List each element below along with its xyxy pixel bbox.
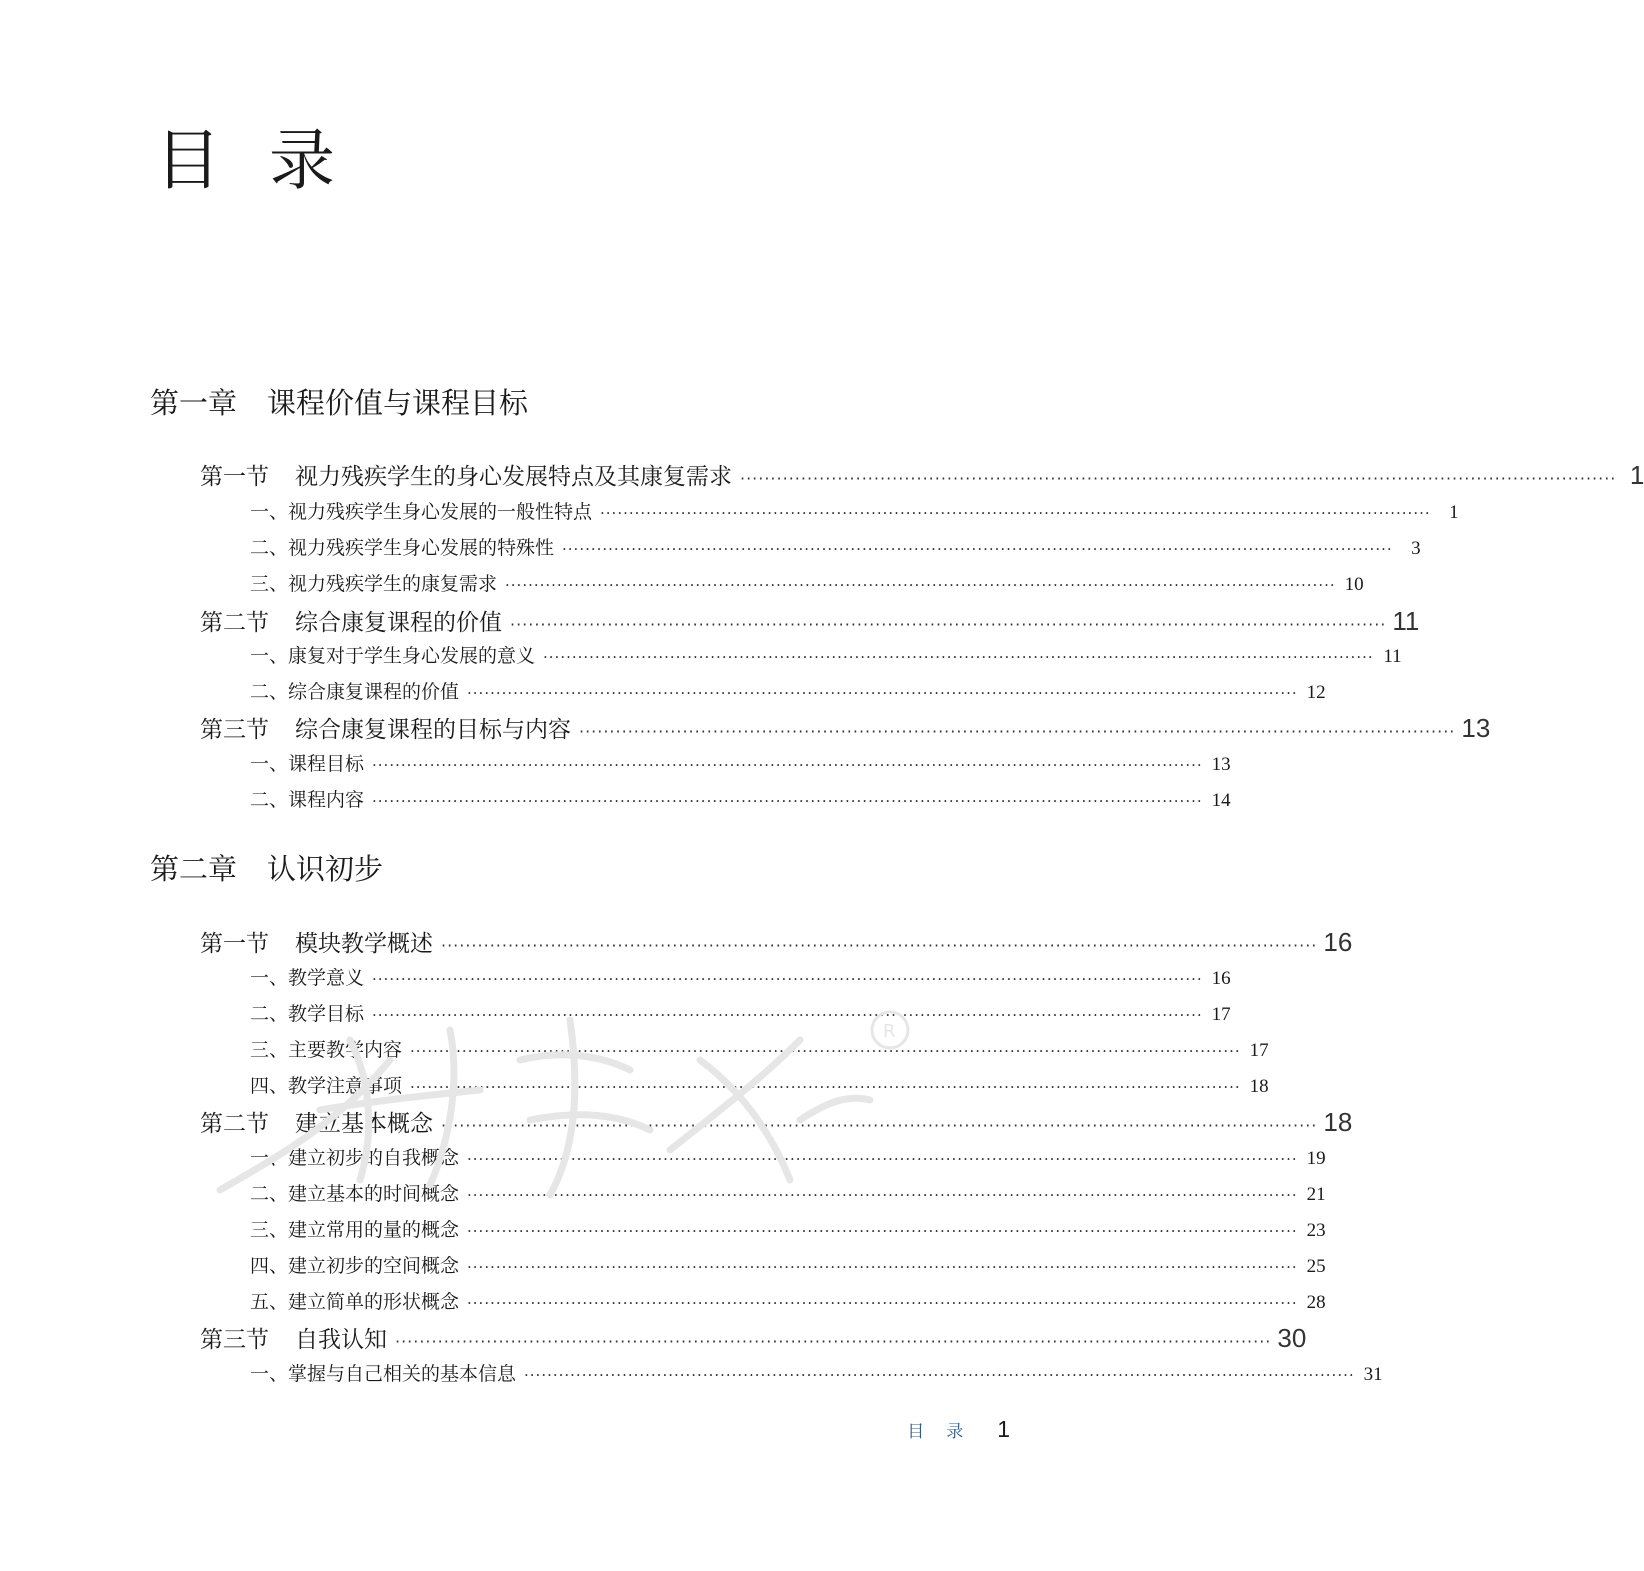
- item-title: 四、建立初步的空间概念: [250, 1255, 460, 1277]
- dot-leader: ················································································································································: [600, 504, 1431, 522]
- item-title: 二、综合康复课程的价值: [250, 681, 460, 703]
- item-title: 二、教学目标: [250, 1003, 365, 1025]
- section-number: 第二节: [200, 1111, 269, 1137]
- toc-item-row[interactable]: [250, 1143, 1326, 1170]
- toc-item-row[interactable]: [250, 1359, 1383, 1386]
- toc-section-row[interactable]: [200, 711, 1491, 744]
- toc-item-row[interactable]: [250, 1179, 1326, 1206]
- item-title: 二、视力残疾学生身心发展的特殊性: [250, 537, 555, 559]
- page-number: 17: [1211, 1004, 1231, 1025]
- dot-leader: ················································································································································: [524, 1366, 1355, 1384]
- toc-item-row[interactable]: [250, 1287, 1326, 1314]
- page-number: 16: [1323, 927, 1353, 957]
- section-title: 模块教学概述: [295, 931, 433, 957]
- page-number: 18: [1323, 1107, 1353, 1137]
- page-number: 14: [1211, 790, 1231, 811]
- page-number: 28: [1306, 1292, 1326, 1313]
- dot-leader: ················································································································································: [467, 1258, 1298, 1276]
- chapter-title: 认识初步: [267, 852, 384, 886]
- footer-label: 目录: [907, 1422, 986, 1442]
- item-title: 一、课程目标: [250, 753, 365, 775]
- section-number: 第三节: [200, 1327, 269, 1353]
- toc-item-row[interactable]: [250, 785, 1231, 812]
- page-number: 13: [1211, 754, 1231, 775]
- toc-item-row[interactable]: [250, 677, 1326, 704]
- page-number: 1: [1449, 502, 1459, 523]
- dot-leader: ················································································································································: [579, 722, 1456, 741]
- dot-leader: ················································································································································: [467, 1294, 1298, 1312]
- page-number: 23: [1306, 1220, 1326, 1241]
- section-number: 第二节: [200, 610, 269, 636]
- page-number: 11: [1392, 606, 1420, 636]
- dot-leader: ················································································································································: [372, 1006, 1203, 1024]
- item-title: 二、课程内容: [250, 789, 365, 811]
- page-footer: [907, 1416, 1010, 1443]
- toc-section-row[interactable]: [200, 604, 1420, 637]
- item-title: 一、视力残疾学生身心发展的一般性特点: [250, 501, 593, 523]
- dot-leader: ················································································································································: [410, 1078, 1241, 1096]
- toc-section-row[interactable]: [200, 1105, 1353, 1138]
- page-number: 3: [1411, 538, 1421, 559]
- dot-leader: ················································································································································: [395, 1332, 1272, 1351]
- dot-leader: ················································································································································: [467, 1150, 1298, 1168]
- dot-leader: ················································································································································: [467, 1186, 1298, 1204]
- toc-item-row[interactable]: [250, 1071, 1269, 1098]
- dot-leader: ················································································································································: [441, 936, 1318, 955]
- toc-item-row[interactable]: [250, 999, 1231, 1026]
- page-number: 12: [1306, 682, 1326, 703]
- page-number: 30: [1277, 1323, 1307, 1353]
- toc-item-row[interactable]: [250, 641, 1402, 668]
- page-number: 10: [1344, 574, 1364, 595]
- chapter-number: 第二章: [150, 852, 238, 886]
- page-number: 1: [1629, 460, 1644, 490]
- section-title: 自我认知: [295, 1327, 387, 1353]
- dot-leader: ················································································································································: [562, 540, 1393, 558]
- page-number: 16: [1211, 968, 1231, 989]
- section-title: 综合康复课程的价值: [295, 610, 502, 636]
- page-number: 11: [1383, 646, 1402, 667]
- item-title: 一、教学意义: [250, 967, 365, 989]
- page-number: 21: [1306, 1184, 1326, 1205]
- section-title: 建立基本概念: [295, 1111, 433, 1137]
- chapter-number: 第一章: [150, 386, 238, 420]
- toc-item-row[interactable]: [250, 497, 1459, 524]
- chapter-heading: [150, 386, 529, 420]
- footer-page-number: 1: [997, 1416, 1010, 1442]
- section-number: 第一节: [200, 931, 269, 957]
- toc-item-row[interactable]: [250, 533, 1421, 560]
- page-number: 25: [1306, 1256, 1326, 1277]
- dot-leader: ················································································································································: [410, 1042, 1241, 1060]
- page-number: 17: [1249, 1040, 1269, 1061]
- section-number: 第三节: [200, 717, 269, 743]
- dot-leader: ················································································································································: [372, 792, 1203, 810]
- dot-leader: ················································································································································: [543, 648, 1374, 666]
- item-title: 三、建立常用的量的概念: [250, 1219, 460, 1241]
- page-title: 目录: [155, 122, 383, 199]
- toc-item-row[interactable]: [250, 1215, 1326, 1242]
- item-title: 三、主要教学内容: [250, 1039, 403, 1061]
- dot-leader: ················································································································································: [372, 970, 1203, 988]
- dot-leader: ················································································································································: [740, 469, 1617, 488]
- chapter-title: 课程价值与课程目标: [267, 386, 529, 420]
- toc-section-row[interactable]: [200, 1321, 1307, 1354]
- toc-item-row[interactable]: [250, 569, 1364, 596]
- toc-section-row[interactable]: [200, 458, 1644, 491]
- item-title: 三、视力残疾学生的康复需求: [250, 573, 498, 595]
- chapter-heading: [150, 852, 384, 886]
- item-title: 二、建立基本的时间概念: [250, 1183, 460, 1205]
- dot-leader: ················································································································································: [372, 756, 1203, 774]
- dot-leader: ················································································································································: [441, 1116, 1318, 1135]
- item-title: 五、建立简单的形状概念: [250, 1291, 460, 1313]
- page-number: 13: [1461, 713, 1491, 743]
- toc-item-row[interactable]: [250, 749, 1231, 776]
- dot-leader: ················································································································································: [505, 576, 1336, 594]
- item-title: 一、康复对于学生身心发展的意义: [250, 645, 536, 667]
- item-title: 一、掌握与自己相关的基本信息: [250, 1363, 517, 1385]
- page-number: 18: [1249, 1076, 1269, 1097]
- section-number: 第一节: [200, 464, 269, 490]
- toc-section-row[interactable]: [200, 925, 1353, 958]
- section-title: 视力残疾学生的身心发展特点及其康复需求: [295, 464, 732, 490]
- page-number: 31: [1363, 1364, 1383, 1385]
- page-number: 19: [1306, 1148, 1326, 1169]
- dot-leader: ················································································································································: [467, 684, 1298, 702]
- toc-item-row[interactable]: [250, 1251, 1326, 1278]
- item-title: 一、建立初步的自我概念: [250, 1147, 460, 1169]
- item-title: 四、教学注意事项: [250, 1075, 403, 1097]
- dot-leader: ················································································································································: [510, 615, 1387, 634]
- toc-item-row[interactable]: [250, 963, 1231, 990]
- dot-leader: ················································································································································: [467, 1222, 1298, 1240]
- watermark-logo: [200, 1000, 920, 1200]
- section-title: 综合康复课程的目标与内容: [295, 717, 571, 743]
- toc-item-row[interactable]: [250, 1035, 1269, 1062]
- svg-text:R: R: [883, 1021, 896, 1042]
